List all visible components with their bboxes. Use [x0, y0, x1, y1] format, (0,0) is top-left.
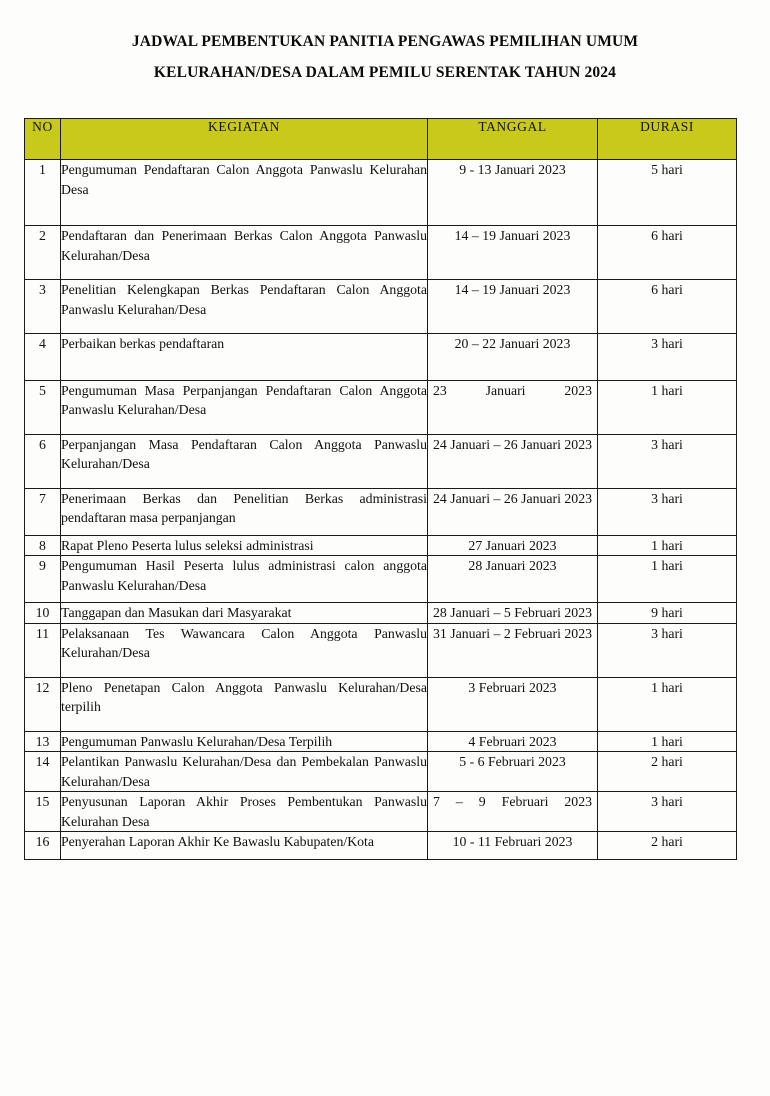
cell-tanggal: 10 - 11 Februari 2023: [428, 832, 598, 860]
cell-tanggal: 20 – 22 Januari 2023: [428, 334, 598, 381]
cell-tanggal: 14 – 19 Januari 2023: [428, 226, 598, 280]
cell-kegiatan: Perbaikan berkas pendaftaran: [61, 334, 428, 381]
table-row: [25, 226, 737, 280]
page-title-line-1: JADWAL PEMBENTUKAN PANITIA PENGAWAS PEMILIHAN UMUM: [131, 33, 639, 50]
cell-tanggal: 5 - 6 Februari 2023: [428, 752, 598, 792]
cell-tanggal: 4 Februari 2023: [428, 731, 598, 752]
table-header-row: [25, 119, 737, 160]
column-header-tanggal: TANGGAL: [428, 119, 598, 160]
table-row: [25, 160, 737, 226]
cell-durasi: 3 hari: [598, 623, 737, 677]
cell-kegiatan: Pengumuman Panwaslu Kelurahan/Desa Terpilih: [61, 731, 428, 752]
cell-tanggal: 24 Januari – 26 Januari 2023: [428, 488, 598, 535]
table-row: [25, 488, 737, 535]
cell-no: 16: [25, 832, 61, 860]
table-row: [25, 731, 737, 752]
cell-tanggal: 28 Januari 2023: [428, 556, 598, 603]
cell-durasi: 5 hari: [598, 160, 737, 226]
table-row: [25, 832, 737, 860]
table-row: [25, 556, 737, 603]
cell-durasi: 1 hari: [598, 535, 737, 556]
cell-kegiatan: Pendaftaran dan Penerimaan Berkas Calon Anggota Panwaslu Kelurahan/Desa: [61, 226, 428, 280]
column-header-no: NO: [25, 119, 61, 160]
cell-no: 15: [25, 792, 61, 832]
cell-no: 7: [25, 488, 61, 535]
cell-kegiatan: Tanggapan dan Masukan dari Masyarakat: [61, 603, 428, 624]
cell-no: 8: [25, 535, 61, 556]
table-row: [25, 603, 737, 624]
column-header-durasi: DURASI: [598, 119, 737, 160]
cell-kegiatan: Rapat Pleno Peserta lulus seleksi administrasi: [61, 535, 428, 556]
table-row: [25, 535, 737, 556]
schedule-table: [24, 118, 737, 860]
cell-durasi: 1 hari: [598, 731, 737, 752]
cell-tanggal: 14 – 19 Januari 2023: [428, 280, 598, 334]
cell-kegiatan: Penelitian Kelengkapan Berkas Pendaftaran Calon Anggota Panwaslu Kelurahan/Desa: [61, 280, 428, 334]
cell-kegiatan: Pleno Penetapan Calon Anggota Panwaslu Kelurahan/Desa terpilih: [61, 677, 428, 731]
cell-no: 14: [25, 752, 61, 792]
cell-tanggal: 3 Februari 2023: [428, 677, 598, 731]
cell-kegiatan: Pelantikan Panwaslu Kelurahan/Desa dan Pembekalan Panwaslu Kelurahan/Desa: [61, 752, 428, 792]
cell-no: 5: [25, 380, 61, 434]
cell-no: 11: [25, 623, 61, 677]
cell-durasi: 3 hari: [598, 792, 737, 832]
table-row: [25, 334, 737, 381]
table-row: [25, 280, 737, 334]
cell-tanggal: 27 Januari 2023: [428, 535, 598, 556]
cell-durasi: 3 hari: [598, 488, 737, 535]
cell-tanggal: 23 Januari 2023: [428, 380, 598, 434]
cell-kegiatan: Penyusunan Laporan Akhir Proses Pembentukan Panwaslu Kelurahan Desa: [61, 792, 428, 832]
page-title: [0, 0, 770, 88]
cell-kegiatan: Perpanjangan Masa Pendaftaran Calon Anggota Panwaslu Kelurahan/Desa: [61, 434, 428, 488]
cell-durasi: 9 hari: [598, 603, 737, 624]
cell-no: 1: [25, 160, 61, 226]
cell-kegiatan: Penerimaan Berkas dan Penelitian Berkas administrasi pendaftaran masa perpanjangan: [61, 488, 428, 535]
table-row: [25, 434, 737, 488]
cell-durasi: 1 hari: [598, 556, 737, 603]
cell-kegiatan: Pengumuman Pendaftaran Calon Anggota Panwaslu Kelurahan Desa: [61, 160, 428, 226]
cell-tanggal: 7 – 9 Februari 2023: [428, 792, 598, 832]
cell-kegiatan: Pelaksanaan Tes Wawancara Calon Anggota Panwaslu Kelurahan/Desa: [61, 623, 428, 677]
table-row: [25, 752, 737, 792]
cell-kegiatan: Penyerahan Laporan Akhir Ke Bawaslu Kabupaten/Kota: [61, 832, 428, 860]
cell-kegiatan: Pengumuman Hasil Peserta lulus administrasi calon anggota Panwaslu Kelurahan/Desa: [61, 556, 428, 603]
page-title-line-2: KELURAHAN/DESA DALAM PEMILU SERENTAK TAHUN 2024: [153, 64, 617, 81]
cell-kegiatan: Pengumuman Masa Perpanjangan Pendaftaran Calon Anggota Panwaslu Kelurahan/Desa: [61, 380, 428, 434]
cell-no: 10: [25, 603, 61, 624]
cell-no: 4: [25, 334, 61, 381]
cell-durasi: 6 hari: [598, 226, 737, 280]
cell-no: 12: [25, 677, 61, 731]
cell-durasi: 1 hari: [598, 380, 737, 434]
cell-tanggal: 24 Januari – 26 Januari 2023: [428, 434, 598, 488]
column-header-kegiatan: KEGIATAN: [61, 119, 428, 160]
cell-durasi: 3 hari: [598, 434, 737, 488]
table-body: [25, 160, 737, 860]
table-row: [25, 623, 737, 677]
cell-no: 3: [25, 280, 61, 334]
cell-durasi: 2 hari: [598, 832, 737, 860]
cell-no: 2: [25, 226, 61, 280]
cell-no: 9: [25, 556, 61, 603]
table-row: [25, 792, 737, 832]
cell-tanggal: 28 Januari – 5 Februari 2023: [428, 603, 598, 624]
cell-durasi: 2 hari: [598, 752, 737, 792]
cell-tanggal: 31 Januari – 2 Februari 2023: [428, 623, 598, 677]
table-row: [25, 380, 737, 434]
schedule-table-container: [24, 118, 736, 860]
cell-durasi: 1 hari: [598, 677, 737, 731]
table-header: [25, 119, 737, 160]
cell-tanggal: 9 - 13 Januari 2023: [428, 160, 598, 226]
table-row: [25, 677, 737, 731]
cell-no: 13: [25, 731, 61, 752]
cell-durasi: 3 hari: [598, 334, 737, 381]
cell-no: 6: [25, 434, 61, 488]
cell-durasi: 6 hari: [598, 280, 737, 334]
